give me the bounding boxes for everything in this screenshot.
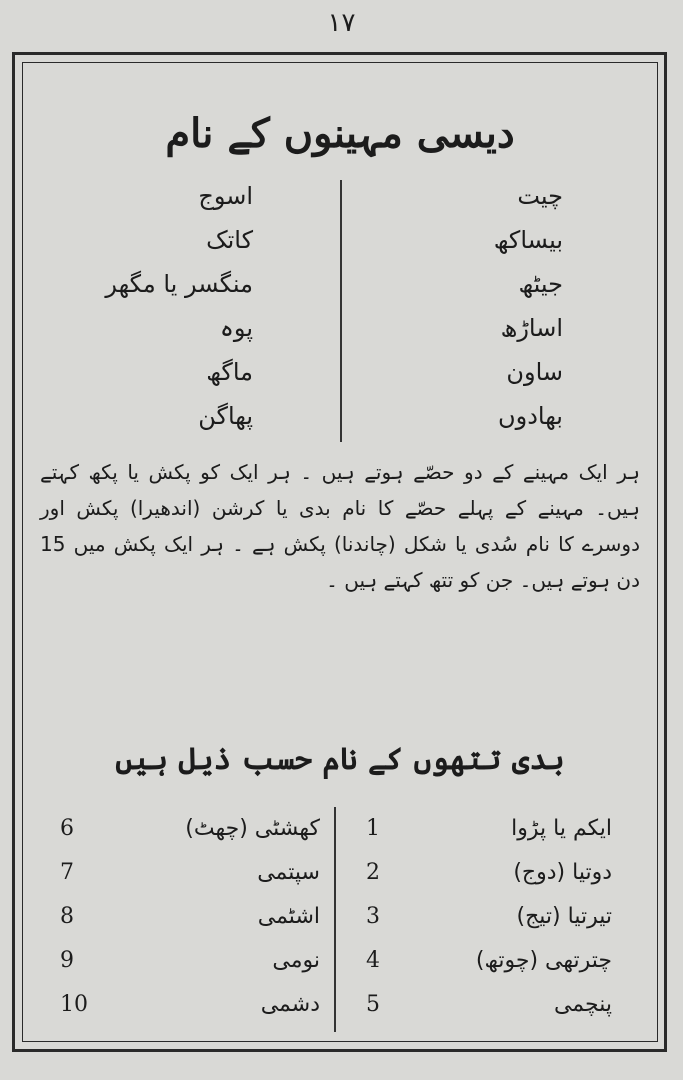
tithi-name: ایکم یا پڑوا bbox=[511, 816, 612, 841]
tithi-number: 7 bbox=[60, 860, 74, 885]
tithi-row bbox=[32, 939, 332, 983]
tithi-row bbox=[32, 851, 332, 895]
tithi-name: چترتھی (چوتھ) bbox=[475, 948, 612, 973]
month-item: بھادوں bbox=[498, 402, 563, 430]
tithi-row bbox=[352, 851, 652, 895]
tithis-column-left bbox=[32, 807, 332, 1027]
tithi-number: 10 bbox=[60, 992, 88, 1017]
month-item: منگسر یا مگھر bbox=[105, 270, 253, 298]
tithi-name: تیرتیا (تیج) bbox=[516, 904, 612, 929]
month-item: ماگھ bbox=[206, 358, 253, 386]
tithi-row bbox=[352, 939, 652, 983]
tithi-row bbox=[352, 807, 652, 851]
month-item: جیٹھ bbox=[518, 270, 563, 298]
month-item: ساون bbox=[506, 358, 563, 386]
month-item: بیساکھ bbox=[493, 226, 563, 254]
tithi-row bbox=[352, 895, 652, 939]
tithi-number: 2 bbox=[366, 860, 380, 885]
page-number: ١٧ bbox=[327, 8, 356, 38]
page-title: دیسی مہینوں کے نام bbox=[165, 110, 515, 157]
tithi-name: دوتیا (دوج) bbox=[513, 860, 612, 885]
tithi-name: اشٹمی bbox=[257, 904, 320, 929]
page-content bbox=[22, 62, 658, 1042]
month-item: چیت bbox=[517, 182, 563, 210]
tithi-row bbox=[32, 807, 332, 851]
tithi-row bbox=[352, 983, 652, 1027]
month-item: اساڑھ bbox=[500, 314, 563, 342]
tithis-column-right bbox=[352, 807, 652, 1027]
month-item: پھاگن bbox=[198, 402, 253, 430]
tithi-row bbox=[32, 983, 332, 1027]
tithis-divider bbox=[334, 807, 336, 1032]
months-divider bbox=[340, 180, 342, 442]
description-paragraph: ہر ایک مہینے کے دو حصّے ہوتے ہیں ۔ ہر ایک کو پکش یا پکھ کہتے ہیں۔ مہینے کے پہلے حصّے کا نام بدی یا کرشن (اندھیرا) پکش اور دوسرے کا نام سُدی یا شکل (چاندنا) پکش ہے ۔ ہر ایک پکش میں 15 دن ہوتے ہیں۔ جن کو تتھ کہتے ہیں ۔ bbox=[40, 460, 640, 592]
tithi-name: پنچمی bbox=[553, 992, 612, 1017]
tithi-number: 6 bbox=[60, 816, 74, 841]
tithi-number: 5 bbox=[366, 992, 380, 1017]
month-item: کاتک bbox=[206, 226, 253, 254]
tithi-name: نومی bbox=[272, 948, 320, 973]
tithi-number: 4 bbox=[366, 948, 380, 973]
tithi-number: 3 bbox=[366, 904, 380, 929]
tithi-row bbox=[32, 895, 332, 939]
tithi-name: کھشٹی (چھٹ) bbox=[185, 816, 320, 841]
section-heading: بدی تتھوں کے نام حسب ذیل ہیں bbox=[115, 742, 565, 777]
tithi-number: 1 bbox=[366, 816, 380, 841]
month-item: پوہ bbox=[219, 314, 253, 342]
tithi-number: 9 bbox=[60, 948, 74, 973]
tithis-table bbox=[22, 807, 658, 1032]
month-item: اسوج bbox=[198, 182, 253, 210]
tithi-name: دشمی bbox=[260, 992, 320, 1017]
months-column-left bbox=[53, 174, 253, 438]
tithi-number: 8 bbox=[60, 904, 74, 929]
tithi-name: سپتمی bbox=[257, 860, 320, 885]
months-column-right bbox=[343, 174, 563, 438]
